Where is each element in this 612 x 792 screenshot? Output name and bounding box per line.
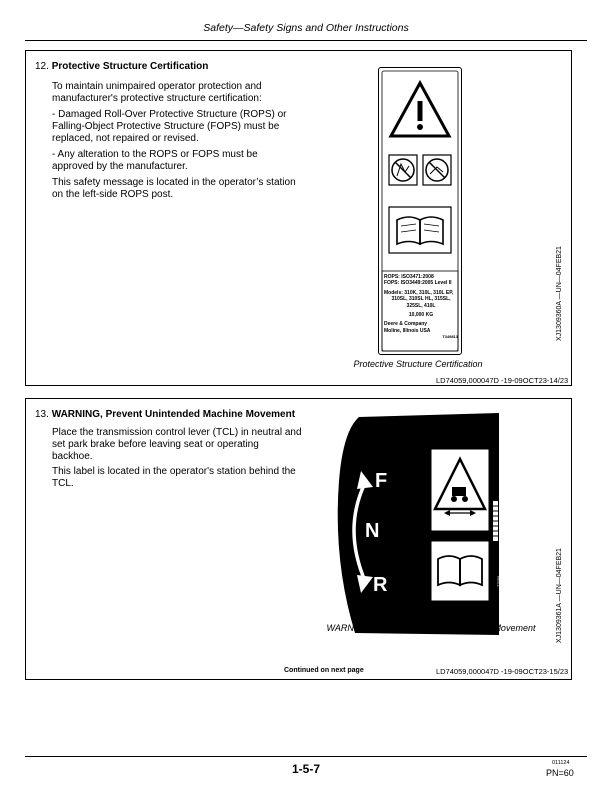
gear-letter-n: N (365, 520, 380, 542)
continued-note: Continued on next page (284, 667, 364, 674)
page-number: 1-5-7 (291, 762, 320, 776)
warning-triangle-icon (391, 83, 449, 136)
section-title (35, 61, 208, 72)
section-prevent-machine-movement (25, 398, 572, 680)
barcode-icon (493, 501, 498, 541)
figure-caption: Protective Structure Certification (353, 359, 483, 369)
footer-rule (25, 756, 587, 757)
section-heading: Protective Structure Certification (51, 61, 209, 72)
manual-book-icon (431, 541, 489, 601)
label-line: FOPS: ISO3449:2005 Level II (384, 280, 452, 287)
page-header: Safety—Safety Signs and Other Instructions (203, 22, 409, 34)
reference-code: LD74059,000047D -19-09OCT23-15/23 (436, 667, 569, 676)
label-line: Deere & Company (384, 321, 428, 328)
gear-letter-f: F (375, 470, 388, 492)
paragraph: This label is located in the operator's station behind the TCL. (52, 466, 296, 490)
section-heading: WARNING, Prevent Unintended Machine Movement (51, 409, 296, 420)
label-line: ROPS: ISO3471:2008 (384, 274, 434, 280)
label-line: Moline, Illinois USA (384, 327, 431, 334)
pn-number: PN=60 (546, 768, 574, 778)
label-line: Models: 310K, 310L, 310L EP, (384, 289, 454, 296)
gear-letter-r: R (373, 574, 388, 596)
no-weld-icon (389, 155, 417, 185)
label-line: T349813 (442, 334, 458, 340)
no-drill-icon (423, 155, 451, 185)
paragraph: Place the transmission control lever (TCL) in neutral and set park brake before leaving seat or operating backhoe. (52, 427, 302, 463)
figure-code: XJ1309361A —UN—04FEB21 (556, 548, 563, 643)
label-line: 325SL, 410L (406, 302, 436, 309)
paragraph: - Damaged Roll-Over Protective Structure (ROPS) or Falling-Object Protective Structure (FOPS) must be replaced, not repaired or revised. (52, 109, 287, 145)
header-rule (25, 40, 587, 41)
date-code: 011124 (552, 760, 570, 766)
figure-code: XJ1309360A —UN—04FEB21 (556, 246, 563, 341)
machine-warning-icon (431, 449, 489, 531)
paragraph: - Any alteration to the ROPS or FOPS must be approved by the manufacturer. (52, 149, 258, 173)
reference-code: LD74059,000047D -19-09OCT23-14/23 (436, 376, 569, 385)
section-protective-structure (25, 50, 572, 386)
section-title (35, 409, 295, 420)
paragraph: This safety message is located in the operator’s station on the left-side ROPS post. (52, 177, 296, 201)
section-number: 12. (35, 61, 49, 72)
rops-label-text (384, 274, 458, 341)
decal-small-code: T3755 (496, 575, 501, 587)
label-line: 10,000 KG (408, 312, 434, 319)
manual-book-icon (389, 207, 451, 253)
label-line: 310SL, 310SL HL, 315SL, (391, 296, 451, 303)
tcl-decal-graphic (331, 411, 501, 637)
section-number: 13. (35, 409, 49, 420)
paragraph: To maintain unimpaired operator protection and manufacturer's protective structure certification: (52, 81, 262, 105)
figure-caption: WARNING, Prevent Unintended Machine Movement (326, 623, 536, 633)
rops-label-figure (378, 67, 462, 355)
